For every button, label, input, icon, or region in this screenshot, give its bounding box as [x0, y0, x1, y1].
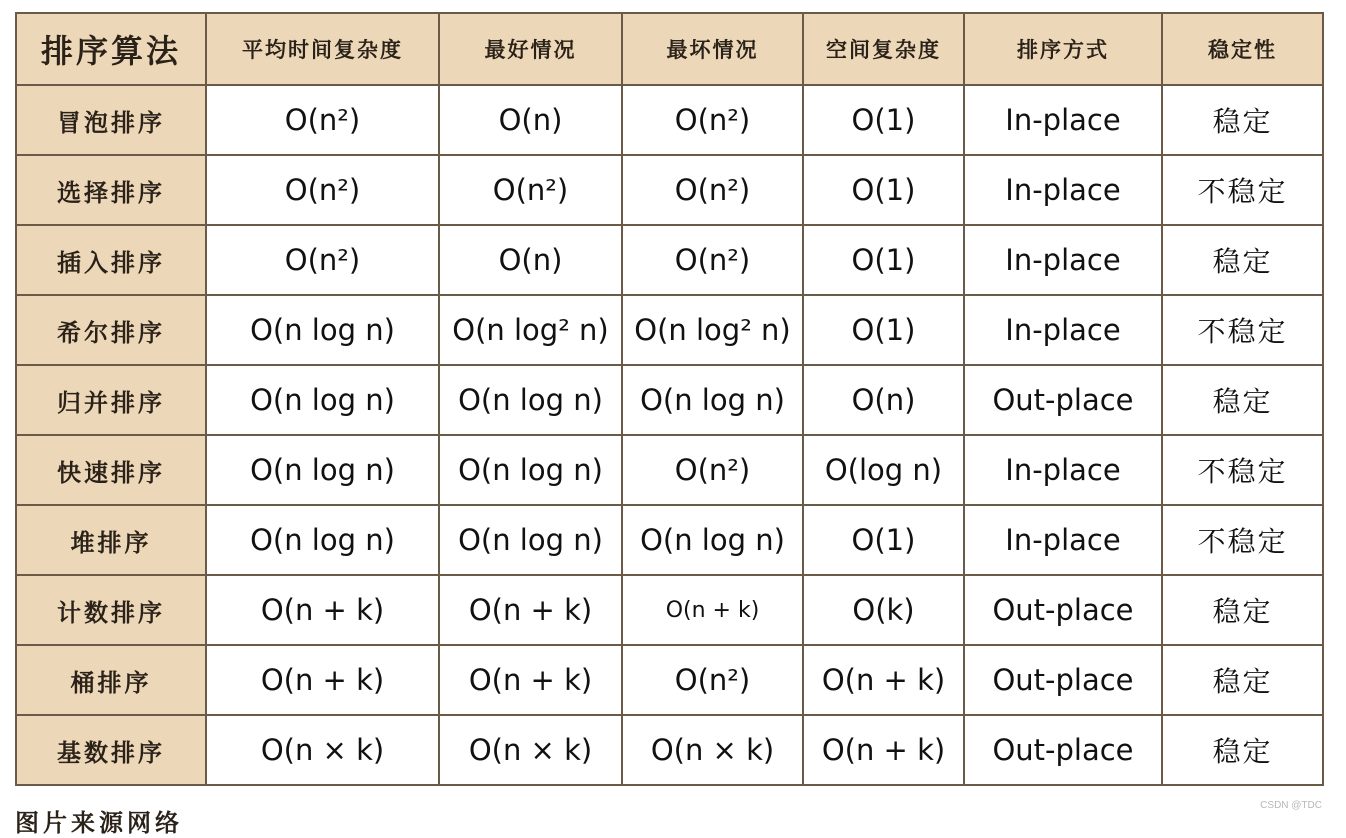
best-case-cell: O(n): [439, 85, 622, 155]
table-row: [16, 225, 1323, 295]
worst-case-cell: O(n log n): [622, 505, 803, 575]
worst-case-cell: O(n²): [622, 225, 803, 295]
sort-mode-cell: Out-place: [964, 715, 1162, 785]
average-time-cell: O(n²): [206, 85, 439, 155]
average-time-cell: O(n + k): [206, 645, 439, 715]
sort-mode-cell: In-place: [964, 155, 1162, 225]
algorithm-cell: 计数排序: [16, 575, 206, 645]
sort-mode-cell: Out-place: [964, 365, 1162, 435]
table-row: [16, 715, 1323, 785]
sort-mode-cell: In-place: [964, 435, 1162, 505]
sort-mode-cell: Out-place: [964, 575, 1162, 645]
sort-mode-cell: Out-place: [964, 645, 1162, 715]
worst-case-cell: O(n²): [622, 435, 803, 505]
table-header: [16, 13, 1323, 85]
algorithm-cell: 希尔排序: [16, 295, 206, 365]
algorithm-cell: 基数排序: [16, 715, 206, 785]
watermark: CSDN @TDC: [1260, 800, 1322, 811]
table-row: [16, 85, 1323, 155]
best-case-cell: O(n log n): [439, 365, 622, 435]
average-time-cell: O(n²): [206, 225, 439, 295]
sort-mode-cell: In-place: [964, 225, 1162, 295]
best-case-cell: O(n log n): [439, 435, 622, 505]
average-time-cell: O(n + k): [206, 575, 439, 645]
best-case-cell: O(n + k): [439, 575, 622, 645]
space-complexity-cell: O(n + k): [803, 645, 964, 715]
best-case-cell: O(n²): [439, 155, 622, 225]
algorithm-cell: 插入排序: [16, 225, 206, 295]
space-complexity-cell: O(log n): [803, 435, 964, 505]
algorithm-cell: 堆排序: [16, 505, 206, 575]
algorithm-cell: 桶排序: [16, 645, 206, 715]
average-time-cell: O(n log n): [206, 295, 439, 365]
stability-cell: 不稳定: [1162, 435, 1323, 505]
header-space-complexity: 空间复杂度: [803, 13, 964, 85]
table-row: [16, 295, 1323, 365]
worst-case-cell: O(n²): [622, 85, 803, 155]
table-row: [16, 365, 1323, 435]
worst-case-cell: O(n + k): [622, 575, 803, 645]
average-time-cell: O(n × k): [206, 715, 439, 785]
worst-case-cell: O(n log² n): [622, 295, 803, 365]
header-stability: 稳定性: [1162, 13, 1323, 85]
space-complexity-cell: O(n + k): [803, 715, 964, 785]
space-complexity-cell: O(n): [803, 365, 964, 435]
average-time-cell: O(n²): [206, 155, 439, 225]
header-best-case: 最好情况: [439, 13, 622, 85]
worst-case-cell: O(n × k): [622, 715, 803, 785]
worst-case-cell: O(n log n): [622, 365, 803, 435]
best-case-cell: O(n log² n): [439, 295, 622, 365]
table-row: [16, 155, 1323, 225]
worst-case-cell: O(n²): [622, 645, 803, 715]
stability-cell: 稳定: [1162, 715, 1323, 785]
best-case-cell: O(n + k): [439, 645, 622, 715]
header-sort-mode: 排序方式: [964, 13, 1162, 85]
stability-cell: 不稳定: [1162, 295, 1323, 365]
average-time-cell: O(n log n): [206, 505, 439, 575]
best-case-cell: O(n log n): [439, 505, 622, 575]
space-complexity-cell: O(1): [803, 155, 964, 225]
space-complexity-cell: O(1): [803, 295, 964, 365]
best-case-cell: O(n): [439, 225, 622, 295]
stability-cell: 稳定: [1162, 365, 1323, 435]
space-complexity-cell: O(1): [803, 225, 964, 295]
best-case-cell: O(n × k): [439, 715, 622, 785]
algorithm-cell: 快速排序: [16, 435, 206, 505]
cropped-caption: [15, 808, 205, 837]
stability-cell: 不稳定: [1162, 505, 1323, 575]
table-row: [16, 435, 1323, 505]
worst-case-cell: O(n²): [622, 155, 803, 225]
space-complexity-cell: O(1): [803, 85, 964, 155]
algorithm-cell: 冒泡排序: [16, 85, 206, 155]
average-time-cell: O(n log n): [206, 435, 439, 505]
sort-mode-cell: In-place: [964, 505, 1162, 575]
header-average-time: 平均时间复杂度: [206, 13, 439, 85]
table-body: [16, 85, 1323, 785]
sort-mode-cell: In-place: [964, 295, 1162, 365]
stability-cell: 稳定: [1162, 645, 1323, 715]
cropped-caption-text: 图片来源网络: [15, 808, 183, 837]
stability-cell: 稳定: [1162, 85, 1323, 155]
header-worst-case: 最坏情况: [622, 13, 803, 85]
stability-cell: 不稳定: [1162, 155, 1323, 225]
table-row: [16, 645, 1323, 715]
average-time-cell: O(n log n): [206, 365, 439, 435]
table-row: [16, 575, 1323, 645]
header-row: [16, 13, 1323, 85]
space-complexity-cell: O(k): [803, 575, 964, 645]
space-complexity-cell: O(1): [803, 505, 964, 575]
header-algorithm: 排序算法: [16, 13, 206, 85]
stability-cell: 稳定: [1162, 225, 1323, 295]
table-row: [16, 505, 1323, 575]
algorithm-cell: 归并排序: [16, 365, 206, 435]
algorithm-cell: 选择排序: [16, 155, 206, 225]
stability-cell: 稳定: [1162, 575, 1323, 645]
sort-mode-cell: In-place: [964, 85, 1162, 155]
sorting-algorithm-table: [15, 12, 1324, 786]
